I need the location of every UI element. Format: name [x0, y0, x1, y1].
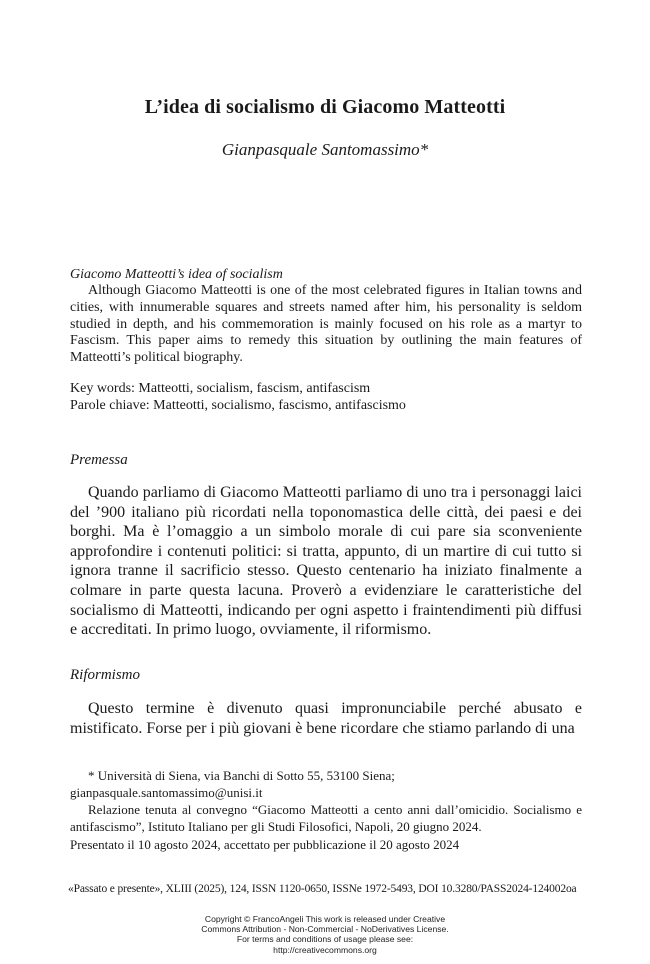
footnote-conference: Relazione tenuta al convegno “Giacomo Matteotti a cento anni dall’omicidio. Socialismo e antifascismo”, Istituto Italiano per gli Studi Filosofici, Napoli, 20 giugno 2024. [70, 802, 582, 834]
keywords-italian: Parole chiave: Matteotti, socialismo, fascismo, antifascismo [70, 397, 406, 413]
paper-title: L’idea di socialismo di Giacomo Matteotti [144, 96, 506, 118]
license-line: Copyright © FrancoAngeli This work is released under Creative [204, 914, 446, 924]
keywords-english: Key words: Matteotti, socialism, fascism, antifascism [70, 381, 371, 396]
section-text-riformismo: Questo termine è divenuto quasi impronunciabile perché abusato e mistificato. Forse per i più giovani è bene ricordare che stiamo parlando di una [70, 700, 582, 737]
keywords-block [70, 381, 582, 415]
license-link[interactable]: http://creativecommons.org [273, 944, 377, 955]
footnote-dates: Presentato il 10 agosto 2024, accettato per pubblicazione il 20 agosto 2024 [70, 837, 460, 852]
journal-citation: «Passato e presente», XLIII (2025), 124, ISSN 1120-0650, ISSNe 1972-5493, DOI 10.3280/PASS2024-124002oa [68, 883, 577, 895]
license-line: For terms and conditions of usage please see: [236, 934, 414, 945]
section-heading-premessa: Premessa [70, 452, 128, 468]
license-notice [0, 914, 650, 955]
license-line: Commons Attribution - Non-Commercial - NoDerivatives License. [201, 924, 449, 935]
section-text-premessa: Quando parliamo di Giacomo Matteotti parliamo di uno tra i personaggi laici del ’900 italiano più ricordati nella toponomastica delle città, dei paesi e dei borghi. Ma è l’omaggio a un simbolo morale di cui pare sia sconveniente approfondire i contenuti politici: si tratta, appunto, di un martire di cui tutto si ignora tranne il sacrificio stesso. Questo centenario ha iniziato finalmente a colmare in parte questa lacuna. Proverò a evidenziare le caratteristiche del socialismo di Matteotti, indicando per ogni aspetto i fraintendimenti più diffusi e accreditati. In primo luogo, ovviamente, il riformismo. [70, 484, 582, 639]
abstract-title: Giacomo Matteotti’s idea of socialism [70, 267, 283, 282]
abstract-text: Although Giacomo Matteotti is one of the most celebrated figures in Italian towns and cities, with innumerable squares and streets named after him, his personality is seldom studied in depth, and his commemoration is mainly focused on his role as a martyr to Fascism. This paper aims to remedy this situation by outlining the main features of Matteotti’s political biography. [70, 283, 582, 366]
author-name: Gianpasquale Santomassimo* [221, 140, 429, 159]
footnote-affiliation: * Università di Siena, via Banchi di Sotto 55, 53100 Siena; gianpasquale.santomassimo@unisi.it [70, 768, 395, 800]
section-heading-riformismo: Riformismo [70, 667, 141, 683]
